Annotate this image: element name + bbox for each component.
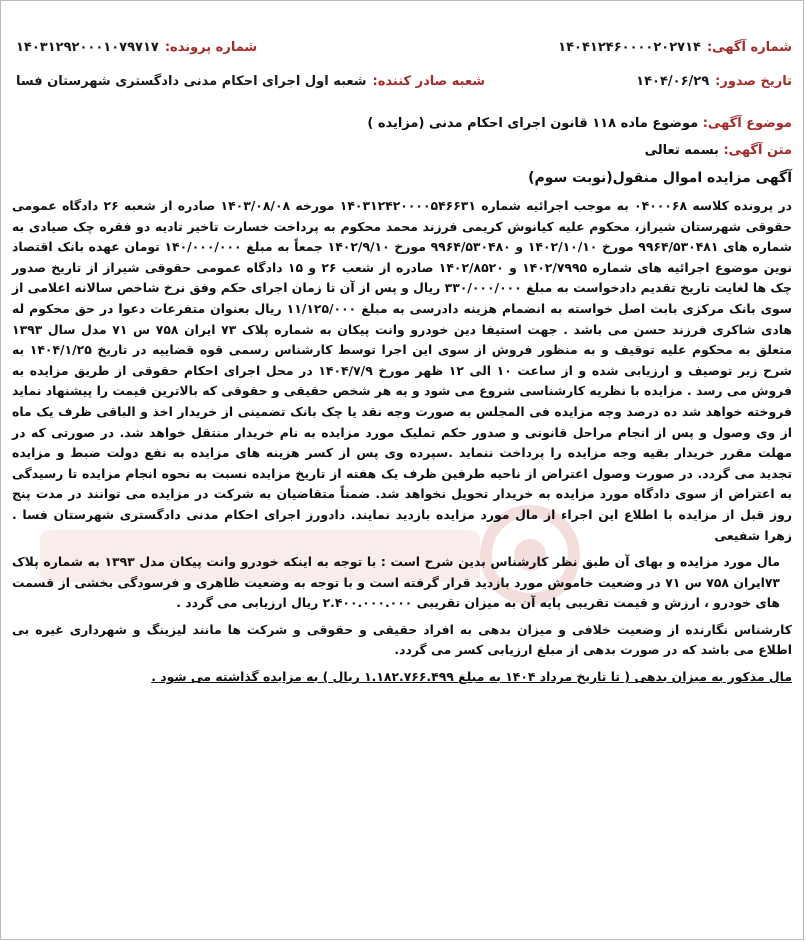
issue-date-label: تاریخ صدور: [715,73,792,89]
case-number-field [16,40,257,55]
subject-line [12,116,792,131]
ad-paragraph-expert-note: کارشناس نگارنده از وضعیت خلافی و میزان بدهی به افراد حقیقی و حقوقی و شرکت ها مانند لیزینگ و شهرداری غیره بی اطلاع می باشد که در صورت بدهی از مبلغ ارزیابی کسر می گردد. [12,621,792,658]
ad-paragraph-debt: مال مذکور به میزان بدهی ( تا تاریخ مرداد ۱۴۰۴ به مبلغ ۱.۱۸۲.۷۶۶.۴۹۹ ریال ) به مزایده گذاشته می شود . [151,669,792,685]
issuer-value: شعبه اول اجرای احکام مدنی دادگستری شهرستان فسا [16,73,367,89]
ad-title: آگهی مزایده اموال منقول(نوبت سوم) [528,170,792,186]
ad-number-label: شماره آگهی: [706,39,792,55]
issuer-label: شعبه صادر کننده: [372,73,486,89]
body-label-line [12,143,792,158]
subject-label: موضوع آگهی: [702,116,792,131]
header-row-1 [16,30,792,64]
bismillah: بسمه تعالی [644,143,719,158]
ad-number-field [558,40,792,55]
body-label: متن آگهی: [723,143,792,158]
issue-date-value: ۱۴۰۴/۰۶/۲۹ [636,73,710,89]
ad-paragraph-expert-value: مال مورد مزایده و بهای آن طبق نظر کارشناس بدین شرح است : با توجه به اینکه خودرو وانت پیکان مدل ۱۳۹۳ به شماره پلاک ۷۳ایران ۷۵۸ س ۷۱ در وضعیت خاموش مورد بازدید قرار گرفته است و با توجه به وضعیت ظاهری و فرسودگی بخشی از قسمت های خودرو ، ارزش و قیمت تقریبی پایه آن به میزان تقریبی ۲.۴۰۰.۰۰۰.۰۰۰ ریال ارزیابی می گردد . [12,554,781,611]
header-row-2 [16,64,792,98]
case-number-value: ۱۴۰۳۱۲۹۲۰۰۰۱۰۷۹۷۱۷ [16,39,159,55]
subject-value: موضوع ماده ۱۱۸ قانون اجرای احکام مدنی (مزایده ) [367,116,699,131]
issue-date-field [636,74,792,89]
case-number-label: شماره پرونده: [164,39,258,55]
ad-number-value: ۱۴۰۴۱۲۴۶۰۰۰۰۲۰۲۷۱۴ [558,39,701,55]
ad-content [12,116,792,694]
ad-header [16,30,792,98]
issuer-field [16,74,485,89]
ad-paragraph-main: در پرونده کلاسه ۰۴۰۰۰۶۸ به موجب اجرائیه شماره ۱۴۰۳۱۲۴۲۰۰۰۰۵۴۶۶۳۱ مورخه ۱۴۰۳/۰۸/۰۸ صادره از شعبه ۲۶ دادگاه عمومی حقوقی شهرستان شیراز، محکوم علیه کیانوش کریمی فرزند محمد محکوم به پرداخت خسارت تاخیر تادیه دو فقره چک صیادی به شماره های ۹۹۶۴/۵۳۰۴۸۱ مورخ ۱۴۰۲/۱۰/۱۰ و ۹۹۶۴/۵۳۰۴۸۰ مورخ ۱۴۰۲/۹/۱۰ جمعاً به مبلغ ۱۴۰/۰۰۰/۰۰۰ تومان عهده بانک اقتصاد نوین موضوع اجرائیه های شماره ۱۴۰۲/۷۹۹۵ و ۱۴۰۲/۸۵۲۰ صادره از شعب ۲۶ و ۱۵ دادگاه عمومی حقوقی شیراز از تاریخ صدور چک ها لغایت تاریخ تقدیم دادخواست به مبلغ ۳۳۰/۰۰۰/۰۰۰ ریال و پس از آن تا زمان اجرای حکم وفق نرخ شاخص سالانه اعلامی از سوی بانک مرکزی بابت اصل خواسته به انضمام هزینه دادرسی به مبلغ ۱۱/۱۲۵/۰۰۰ ریال بعنوان متفرعات دعوا در حق محکوم له هادی شاکری فرزند حسن می باشد . جهت استیفا دین خودرو وانت پیکان به شماره پلاک ۷۳ ایران ۷۵۸ س ۷۱ مدل سال ۱۳۹۳ متعلق به محکوم علیه توقیف و به منظور فروش از سوی این اجرا توسط کارشناس رسمی قوه قضاییه در تاریخ ۱۴۰۴/۱/۲۵ به شرح زیر توصیف و ارزیابی شده و از ساعت ۱۰ الی ۱۲ ظهر مورخ ۱۴۰۴/۷/۹ در محل اجرای احکام حقوقی از طریق مزایده به فروش می رسد . مزایده با نظریه کارشناسی شروع می شود و به هر شخص حقیقی و حقوقی که بالاترین قیمت را پیشنهاد نماید فروخته خواهد شد ده درصد وجه مزایده فی المجلس به صورت وجه نقد یا چک بانک تضمینی از خریدار اخذ و الباقی ظرف یک ماه از وی وصول و پس از انجام مراحل قانونی و صدور حکم تملیک مورد مزایده به نام خریدار منتقل خواهد شد. در صورتی که در مهلت مقرر خریدار بقیه وجه مزایده را پرداخت ننماید .سپرده وی پس از کسر هزینه های مزایده به نفع دولت ضبط و مزایده تجدید می گردد. در صورت وصول اعتراض از ناحیه طرفین ظرف یک هفته از تاریخ مزایده نسبت به نحوه انجام مزایده تا رسیدگی به اعتراض از سوی دادگاه مورد مزایده به خریدار تحویل نخواهد شد. ضمناً متقاضیان به شرکت در مزایده می توانند در مدت پنج روز قبل از مزایده با اطلاع این اجراء از مال مورد مزایده بازدید نمایند. دادورز اجرای احکام مدنی دادگستری شهرستان فسا . زهرا شفیعی [12,198,793,543]
